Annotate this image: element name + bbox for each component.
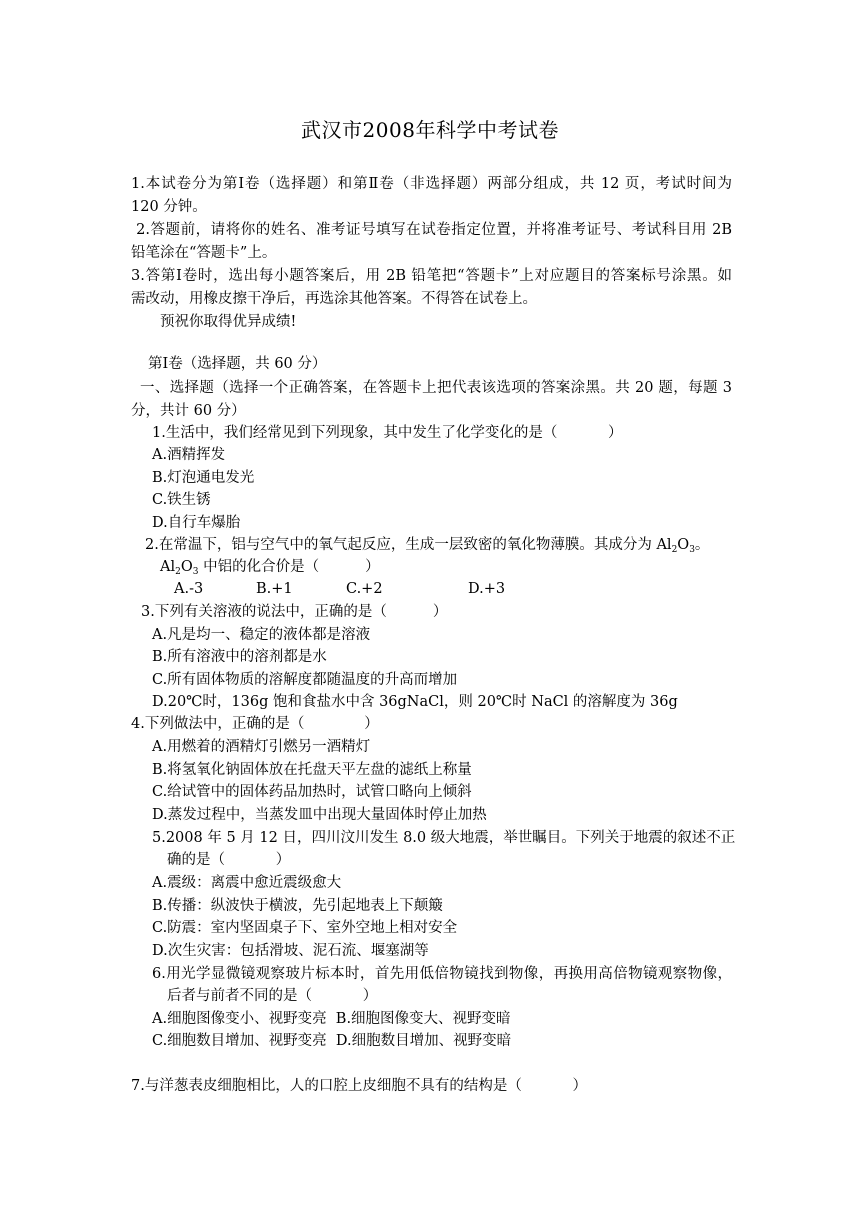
q6-options-line-1: A.细胞图像变小、视野变亮 B.细胞图像变大、视野变暗 bbox=[152, 1011, 511, 1027]
instruction-3-line-1: 3.答第Ⅰ卷时，选出每小题答案后，用 2B 铅笔把“答题卡”上对应题目的答案标号涂黑。如 bbox=[131, 268, 732, 284]
q3-option-d: D.20℃时，136g 饱和食盐水中含 36gNaCl，则 20℃时 NaCl 的溶解度为 36g bbox=[152, 694, 678, 710]
section-heading: 第Ⅰ卷（选择题，共 60 分） bbox=[148, 356, 327, 372]
q1-option-a: A.酒精挥发 bbox=[152, 447, 226, 463]
exam-title: 武汉市2008年科学中考试卷 bbox=[301, 118, 559, 142]
q1-option-d: D.自行车爆胎 bbox=[152, 515, 241, 531]
q6-stem-line-1: 6.用光学显微镜观察玻片标本时，首先用低倍物镜找到物像，再换用高倍物镜观察物像， bbox=[152, 966, 732, 982]
q4-option-b: B.将氢氧化钠固体放在托盘天平左盘的滤纸上称量 bbox=[152, 762, 472, 778]
good-luck-note: 预祝你取得优异成绩! bbox=[160, 314, 297, 330]
q5-option-b: B.传播：纵波快于横波，先引起地表上下颠簸 bbox=[152, 898, 443, 914]
q3-option-c: C.所有固体物质的溶解度都随温度的升高而增加 bbox=[152, 672, 458, 688]
q6-options-line-2: C.细胞数目增加、视野变亮 D.细胞数目增加、视野变暗 bbox=[152, 1033, 512, 1049]
q2-option-a: A.-3 bbox=[174, 581, 204, 597]
part-description-line-2: 分，共计 60 分） bbox=[131, 403, 246, 419]
instruction-2-line-1: 2.答题前，请将你的姓名、准考证号填写在试卷指定位置，并将准考证号、考试科目用 2B bbox=[131, 222, 732, 238]
q1-option-b: B.灯泡通电发光 bbox=[152, 470, 255, 486]
q5-stem-line-1: 5.2008 年 5 月 12 日，四川汶川发生 8.0 级大地震，举世瞩目。下列关于地震的叙述不正 bbox=[152, 830, 736, 846]
part-description-line-1: 一、选择题（选择一个正确答案，在答题卡上把代表该选项的答案涂黑。共 20 题，每题 3 bbox=[140, 380, 733, 396]
q4-option-d: D.蒸发过程中，当蒸发皿中出现大量固体时停止加热 bbox=[152, 807, 487, 823]
q2-option-d: D.+3 bbox=[468, 581, 506, 597]
q5-option-c: C.防震：室内坚固桌子下、室外空地上相对安全 bbox=[152, 920, 458, 936]
instruction-3-line-2: 需改动，用橡皮擦干净后，再选涂其他答案。不得答在试卷上。 bbox=[131, 291, 537, 307]
q1-option-c: C.铁生锈 bbox=[152, 492, 211, 508]
q5-option-a: A.震级：离震中愈近震级愈大 bbox=[152, 875, 342, 891]
instruction-2-line-2: 铅笔涂在“答题卡”上。 bbox=[131, 245, 277, 261]
q1-stem: 1.生活中，我们经常见到下列现象，其中发生了化学变化的是（ ） bbox=[152, 425, 623, 441]
q2-stem-line-2: $Al_2O_3$ 中铝的化合价是（ ） bbox=[160, 559, 380, 577]
q4-option-c: C.给试管中的固体药品加热时，试管口略向上倾斜 bbox=[152, 784, 472, 800]
q3-option-a: A.凡是均一、稳定的液体都是溶液 bbox=[152, 627, 371, 643]
q7-stem: 7.与洋葱表皮细胞相比，人的口腔上皮细胞不具有的结构是（ ） bbox=[131, 1078, 588, 1094]
q2-option-b: B.+1 bbox=[256, 581, 293, 597]
q4-option-a: A.用燃着的酒精灯引燃另一酒精灯 bbox=[152, 739, 371, 755]
q3-stem: 3.下列有关溶液的说法中，正确的是（ ） bbox=[141, 604, 448, 620]
q5-option-d: D.次生灾害：包括滑坡、泥石流、堰塞湖等 bbox=[152, 943, 429, 959]
q5-stem-line-2: 确的是（ ） bbox=[167, 852, 291, 868]
instruction-1-line-2: 120 分钟。 bbox=[131, 199, 207, 215]
q2-stem-line-1: 2.在常温下，铝与空气中的氧气起反应，生成一层致密的氧化物薄膜。其成分为 $Al_2O_3$。 bbox=[145, 537, 710, 555]
q6-stem-line-2: 后者与前者不同的是（ ） bbox=[167, 988, 378, 1004]
q2-option-c: C.+2 bbox=[346, 581, 383, 597]
q4-stem: 4.下列做法中，正确的是（ ） bbox=[131, 716, 379, 732]
instruction-1-line-1: 1.本试卷分为第Ⅰ卷（选择题）和第Ⅱ卷（非选择题）两部分组成，共 12 页，考试时间为 bbox=[131, 176, 732, 192]
q3-option-b: B.所有溶液中的溶剂都是水 bbox=[152, 649, 327, 665]
